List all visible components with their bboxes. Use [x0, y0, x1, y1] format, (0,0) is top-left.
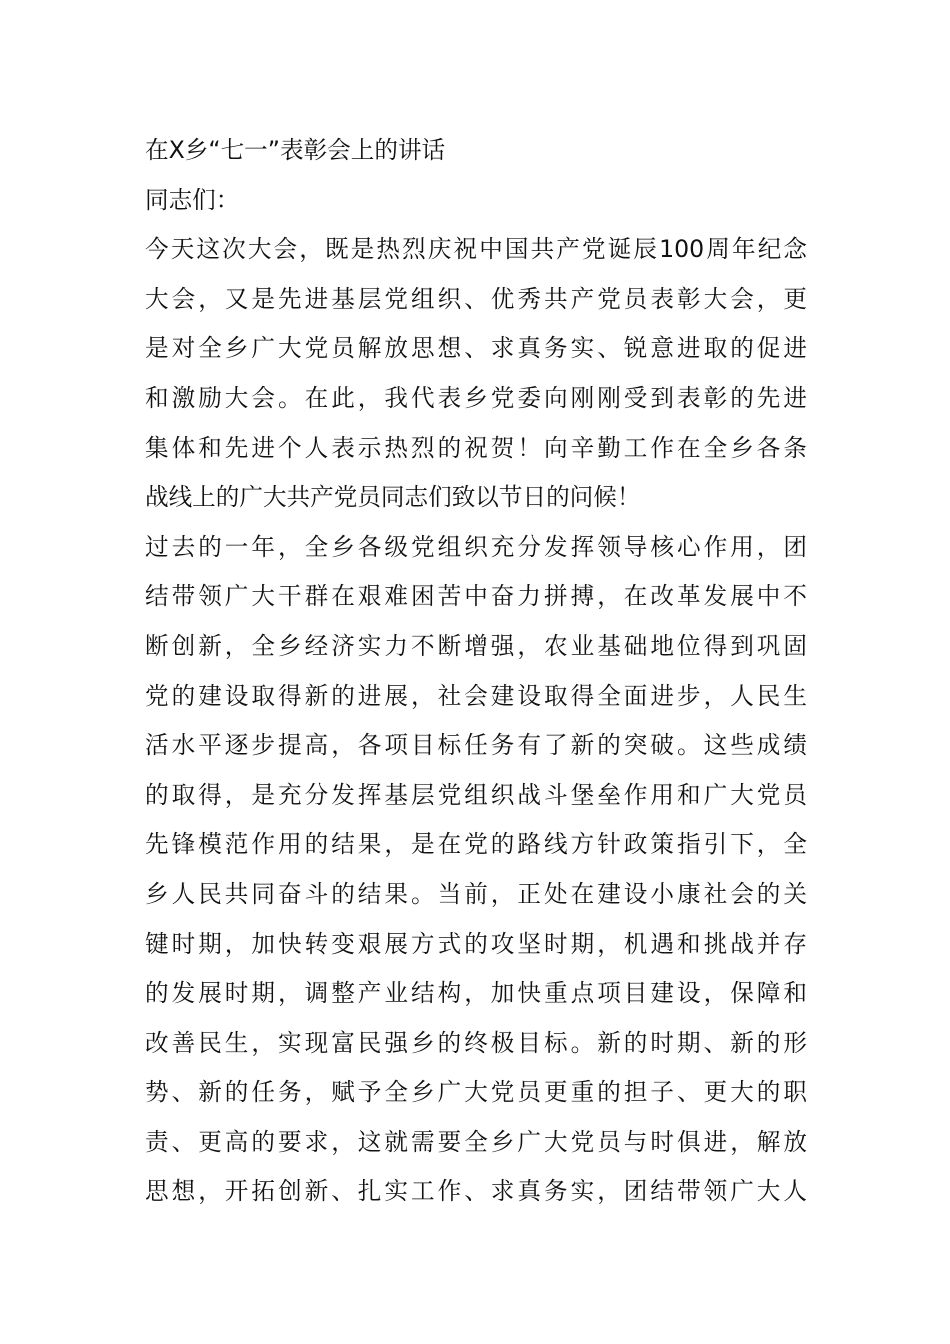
paragraph-line: 先锋模范作用的结果，是在党的路线方针政策指引下，全	[145, 830, 807, 859]
paragraph-line: 键时期，加快转变艰展方式的攻坚时期，机遇和挑战并存	[145, 929, 807, 958]
paragraph-line: 的取得，是充分发挥基层党组织战斗堡垒作用和广大党员	[145, 780, 807, 809]
paragraph-line: 活水平逐步提高，各项目标任务有了新的突破。这些成绩	[145, 731, 807, 760]
greeting: 同志们：	[145, 185, 240, 214]
paragraph-line: 改善民生，实现富民强乡的终极目标。新的时期、新的形	[145, 1028, 807, 1057]
paragraph-line: 今天这次大会，既是热烈庆祝中国共产党诞辰100周年纪念	[145, 235, 807, 264]
paragraph-line: 集体和先进个人表示热烈的祝贺！向辛勤工作在全乡各条	[145, 433, 807, 462]
paragraph-line: 乡人民共同奋斗的结果。当前，正处在建设小康社会的关	[145, 879, 807, 908]
paragraph-2	[145, 523, 807, 1217]
document-body	[145, 126, 807, 1217]
paragraph-line: 势、新的任务，赋予全乡广大党员更重的担子、更大的职	[145, 1078, 807, 1107]
paragraph-line: 思想，开拓创新、扎实工作、求真务实，团结带领广大人	[145, 1177, 807, 1206]
paragraph-line: 是对全乡广大党员解放思想、求真务实、锐意进取的促进	[145, 334, 807, 363]
paragraph-line: 结带领广大干群在艰难困苦中奋力拼搏，在改革发展中不	[145, 582, 807, 611]
paragraph-line: 大会，又是先进基层党组织、优秀共产党员表彰大会，更	[145, 284, 807, 313]
paragraph-1	[145, 225, 807, 523]
paragraph-line: 和激励大会。在此，我代表乡党委向刚刚受到表彰的先进	[145, 383, 807, 412]
paragraph-line: 断创新，全乡经济实力不断增强，农业基础地位得到巩固	[145, 631, 807, 660]
paragraph-line: 责、更高的要求，这就需要全乡广大党员与时俱进，解放	[145, 1127, 807, 1156]
paragraph-line: 的发展时期，调整产业结构，加快重点项目建设，保障和	[145, 979, 807, 1008]
document-title: 在X乡“七一”表彰会上的讲话	[145, 136, 446, 164]
paragraph-line: 战线上的广大共产党员同志们致以节日的问候！	[145, 483, 641, 512]
paragraph-line: 过去的一年，全乡各级党组织充分发挥领导核心作用，团	[145, 532, 807, 561]
paragraph-line: 党的建设取得新的进展，社会建设取得全面进步，人民生	[145, 681, 807, 710]
